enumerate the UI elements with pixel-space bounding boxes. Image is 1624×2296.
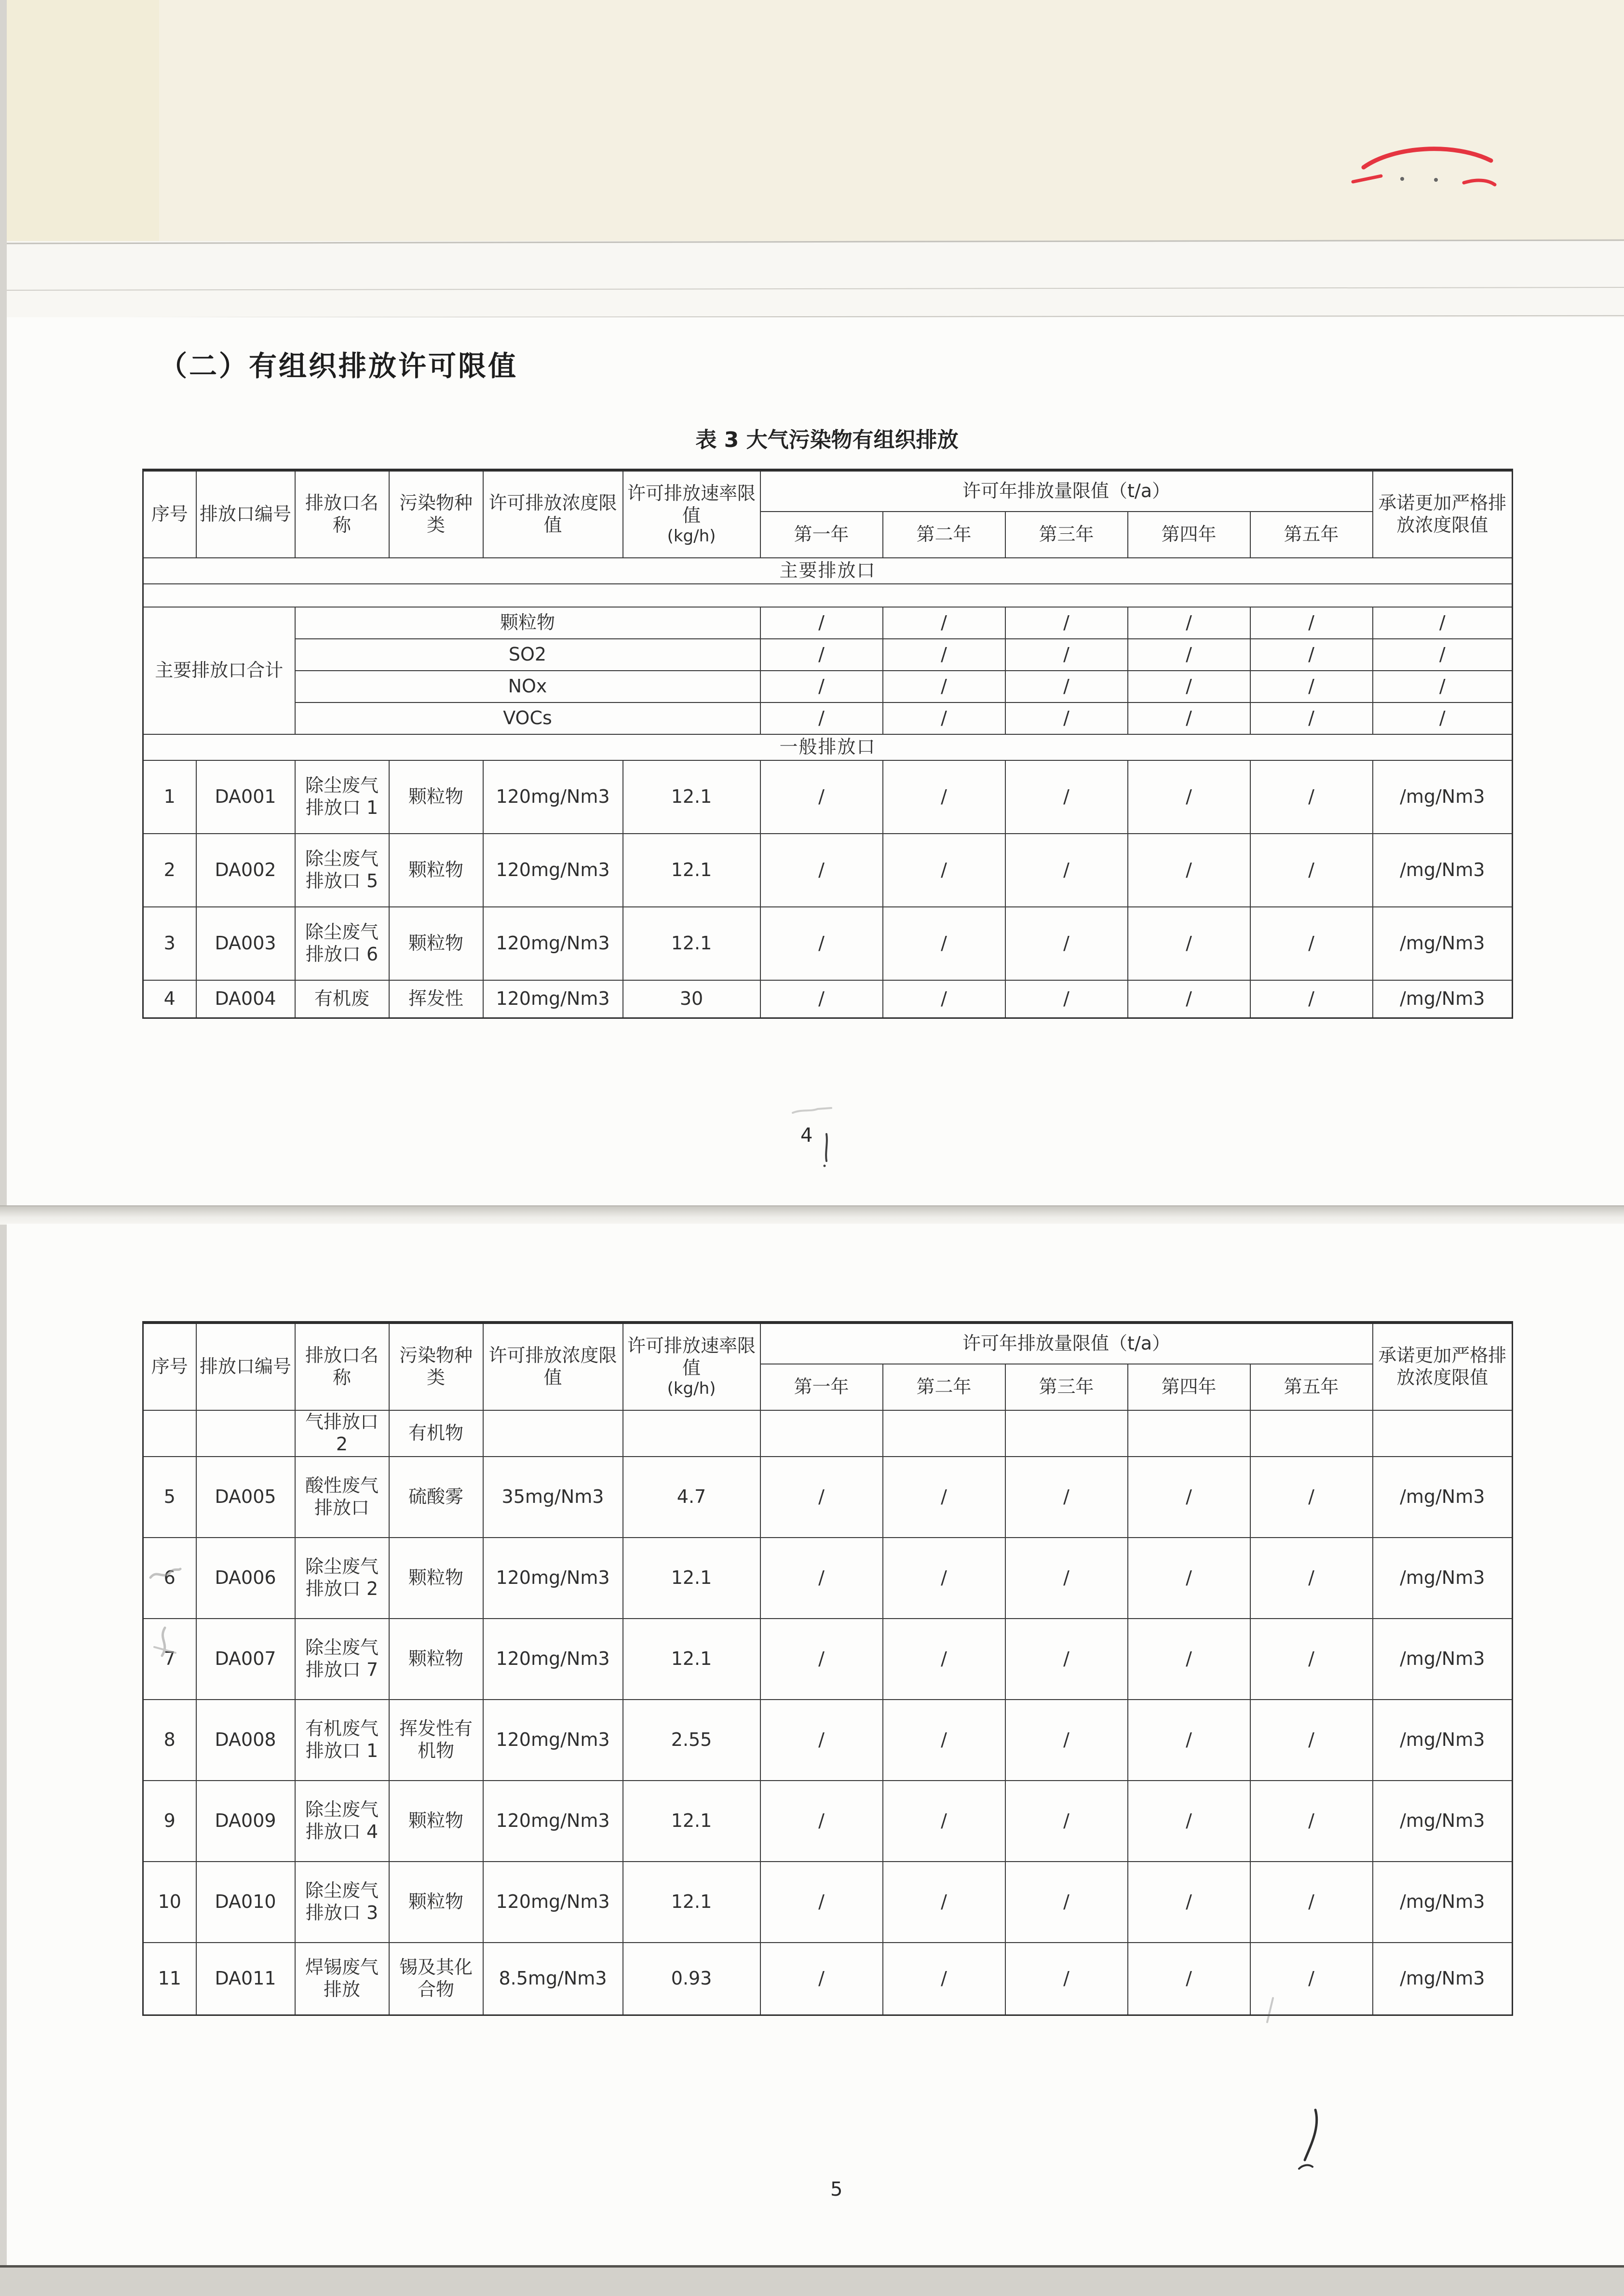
cell-year4: /: [1128, 639, 1250, 671]
header-cell-year3: 第三年: [1005, 512, 1128, 558]
cell-year2: /: [883, 639, 1005, 671]
cell-year1: /: [760, 1457, 883, 1538]
cell-year1: /: [760, 1943, 883, 2015]
cell-conc-limit: 120mg/Nm3: [483, 1781, 623, 1862]
cell-year1: /: [760, 834, 883, 907]
cell-year2: /: [883, 1781, 1005, 1862]
cell-stricter: /mg/Nm3: [1373, 1943, 1513, 2015]
cell-year4: /: [1128, 1862, 1250, 1943]
cell-rate-limit: 30: [623, 980, 760, 1018]
cell-rate-limit: [623, 1410, 760, 1457]
cell-year1: /: [760, 1700, 883, 1781]
summary-pollutant: 颗粒物: [295, 607, 760, 639]
table-row: [143, 980, 1513, 1018]
table-row-continuation: [143, 1410, 1513, 1457]
table-air-emissions-part1: [142, 469, 1513, 1019]
cell-year5: /: [1250, 907, 1373, 980]
cell-outlet-name: 有机废气排放口 1: [295, 1700, 389, 1781]
red-pen-mark-icon: [1350, 137, 1504, 190]
cell-stricter: /mg/Nm3: [1373, 980, 1513, 1018]
cell-seq: [143, 1410, 196, 1457]
cell-outlet-id: DA009: [196, 1781, 295, 1862]
cell-year4: /: [1128, 671, 1250, 702]
cell-seq: 11: [143, 1943, 196, 2015]
summary-row: [143, 702, 1513, 734]
cell-year2: /: [883, 1943, 1005, 2015]
cell-seq: 7: [143, 1619, 196, 1700]
cell-year2: /: [883, 760, 1005, 834]
cell-rate-limit: 12.1: [623, 834, 760, 907]
cell-seq: 6: [143, 1538, 196, 1619]
cell-year3: /: [1005, 1538, 1128, 1619]
cell-year3: /: [1005, 907, 1128, 980]
cell-year4: /: [1128, 1538, 1250, 1619]
cell-seq: 9: [143, 1781, 196, 1862]
cell-year2: /: [883, 834, 1005, 907]
cell-year1: /: [760, 907, 883, 980]
cell-seq: 3: [143, 907, 196, 980]
cell-year2: /: [883, 980, 1005, 1018]
cell-year4: /: [1128, 760, 1250, 834]
cell-conc-limit: 120mg/Nm3: [483, 980, 623, 1018]
cell-conc-limit: 120mg/Nm3: [483, 1538, 623, 1619]
cell-year3: /: [1005, 834, 1128, 907]
table-row: [143, 1700, 1513, 1781]
header-row-1: [143, 1323, 1513, 1364]
cell-year3: /: [1005, 702, 1128, 734]
cell-outlet-name: 除尘废气排放口 1: [295, 760, 389, 834]
cell-outlet-id: DA007: [196, 1619, 295, 1700]
table-row: [143, 1538, 1513, 1619]
cell-pollutant: 颗粒物: [389, 1538, 483, 1619]
cell-outlet-id: DA003: [196, 907, 295, 980]
cell-year2: /: [883, 1700, 1005, 1781]
header-cell-pollutant: 污染物种类: [389, 470, 483, 558]
cell-seq: 4: [143, 980, 196, 1018]
cell-year5: /: [1250, 702, 1373, 734]
cell-seq: 10: [143, 1862, 196, 1943]
stacked-sheets: [0, 241, 1624, 317]
cell-conc-limit: 120mg/Nm3: [483, 760, 623, 834]
cell-year3: /: [1005, 639, 1128, 671]
band-row-general-outlets: [143, 734, 1513, 760]
cell-stricter: /mg/Nm3: [1373, 1457, 1513, 1538]
cell-year3: /: [1005, 1619, 1128, 1700]
cell-year2: /: [883, 907, 1005, 980]
cell-pollutant: 挥发性: [389, 980, 483, 1018]
header-cell-year2: 第二年: [883, 1364, 1005, 1410]
cell-outlet-id: DA011: [196, 1943, 295, 2015]
cell-pollutant: 锡及其化合物: [389, 1943, 483, 2015]
cell-year1: /: [760, 980, 883, 1018]
cell-conc-limit: 120mg/Nm3: [483, 1862, 623, 1943]
table-title: 表 3 大气污染物有组织排放: [695, 428, 959, 452]
summary-label: 主要排放口合计: [143, 607, 295, 734]
cell-year5: /: [1250, 760, 1373, 834]
header-cell-conc-limit: 许可排放浓度限值: [483, 1323, 623, 1410]
header-cell-outlet-name: 排放口名称: [295, 470, 389, 558]
cell-year3: /: [1005, 1862, 1128, 1943]
cell-year4: /: [1128, 907, 1250, 980]
cell-year3: [1005, 1410, 1128, 1457]
header-row-1: [143, 470, 1513, 512]
cell-pollutant: 有机物: [389, 1410, 483, 1457]
cell-outlet-id: DA006: [196, 1538, 295, 1619]
summary-pollutant: VOCs: [295, 702, 760, 734]
header-cell-rate-limit: [623, 470, 760, 558]
scan-bottom-band: [0, 2268, 1624, 2296]
rate-limit-label: 许可排放速率限值: [627, 1335, 756, 1378]
cell-rate-limit: 12.1: [623, 1781, 760, 1862]
cell-stricter: /mg/Nm3: [1373, 1700, 1513, 1781]
section-heading: （二）有组织排放许可限值: [159, 350, 518, 382]
pencil-dash-mark-icon: [791, 1104, 834, 1119]
cell-year2: /: [883, 1457, 1005, 1538]
cell-pollutant: 颗粒物: [389, 1619, 483, 1700]
cell-pollutant: 颗粒物: [389, 760, 483, 834]
cell-year1: /: [760, 760, 883, 834]
table-row: [143, 1619, 1513, 1700]
cell-outlet-name: 焊锡废气排放: [295, 1943, 389, 2015]
cell-year2: /: [883, 671, 1005, 702]
cell-stricter: /: [1373, 702, 1513, 734]
cell-conc-limit: 8.5mg/Nm3: [483, 1943, 623, 2015]
cell-outlet-name: 除尘废气排放口 6: [295, 907, 389, 980]
pen-curl-mark-icon: [1296, 2108, 1325, 2175]
cell-year5: /: [1250, 1862, 1373, 1943]
summary-pollutant: SO2: [295, 639, 760, 671]
cell-year2: /: [883, 1619, 1005, 1700]
table-row: [143, 907, 1513, 980]
header-cell-year1: 第一年: [760, 1364, 883, 1410]
page-number-5: 5: [830, 2178, 843, 2201]
cell-year4: /: [1128, 1943, 1250, 2015]
cell-year1: /: [760, 639, 883, 671]
cell-outlet-name: 除尘废气排放口 3: [295, 1862, 389, 1943]
rate-limit-unit: (kg/h): [667, 1379, 716, 1399]
cell-empty: [143, 584, 1513, 607]
cell-outlet-id: [196, 1410, 295, 1457]
spacer-row: [143, 584, 1513, 607]
cell-year1: /: [760, 1862, 883, 1943]
header-cell-stricter: 承诺更加严格排放浓度限值: [1373, 470, 1513, 558]
cell-outlet-id: DA005: [196, 1457, 295, 1538]
page-number-4: 4: [800, 1124, 813, 1147]
header-cell-annual-limit: 许可年排放量限值（t/a）: [760, 470, 1373, 512]
cell-year4: /: [1128, 702, 1250, 734]
scan-left-edge: [0, 0, 7, 2296]
cell-year5: /: [1250, 639, 1373, 671]
band-general-outlets: 一般排放口: [143, 734, 1513, 760]
pencil-smudge-icon: [149, 1563, 182, 1587]
cell-stricter: /mg/Nm3: [1373, 1619, 1513, 1700]
cell-rate-limit: 12.1: [623, 1862, 760, 1943]
cell-year3: /: [1005, 1457, 1128, 1538]
cell-conc-limit: 120mg/Nm3: [483, 834, 623, 907]
header-cell-year3: 第三年: [1005, 1364, 1128, 1410]
pen-tick-mark-icon: [820, 1133, 834, 1170]
cell-rate-limit: 12.1: [623, 907, 760, 980]
cell-year5: /: [1250, 834, 1373, 907]
cell-year3: /: [1005, 1700, 1128, 1781]
cell-year4: /: [1128, 1619, 1250, 1700]
cell-outlet-id: DA004: [196, 980, 295, 1018]
cell-stricter: /mg/Nm3: [1373, 907, 1513, 980]
cell-year5: /: [1250, 1781, 1373, 1862]
header-cell-rate-limit: [623, 1323, 760, 1410]
table-row: [143, 1862, 1513, 1943]
cell-outlet-name: 除尘废气排放口 4: [295, 1781, 389, 1862]
cell-year5: /: [1250, 607, 1373, 639]
cell-stricter: /mg/Nm3: [1373, 760, 1513, 834]
summary-pollutant: NOx: [295, 671, 760, 702]
cell-year1: [760, 1410, 883, 1457]
cell-rate-limit: 2.55: [623, 1700, 760, 1781]
cell-pollutant: 硫酸雾: [389, 1457, 483, 1538]
page-junction: [0, 1205, 1624, 1225]
cell-outlet-name: 气排放口 2: [295, 1410, 389, 1457]
header-cell-year5: 第五年: [1250, 512, 1373, 558]
rate-limit-label: 许可排放速率限值: [627, 483, 756, 526]
table-row: [143, 1457, 1513, 1538]
cell-outlet-name: 酸性废气排放口: [295, 1457, 389, 1538]
cell-year1: /: [760, 702, 883, 734]
header-cell-seq: 序号: [143, 470, 196, 558]
summary-row: [143, 607, 1513, 639]
cell-pollutant: 颗粒物: [389, 1781, 483, 1862]
cell-year3: /: [1005, 607, 1128, 639]
band-main-outlets: 主要排放口: [143, 558, 1513, 584]
table-air-emissions-part2: [142, 1321, 1513, 2016]
cell-year3: /: [1005, 1781, 1128, 1862]
table-row: [143, 1943, 1513, 2015]
cell-conc-limit: 120mg/Nm3: [483, 1619, 623, 1700]
cell-year4: /: [1128, 980, 1250, 1018]
cell-rate-limit: 12.1: [623, 1619, 760, 1700]
cell-pollutant: 挥发性有机物: [389, 1700, 483, 1781]
header-cell-year4: 第四年: [1128, 512, 1250, 558]
cell-stricter: /mg/Nm3: [1373, 1781, 1513, 1862]
cell-year4: /: [1128, 1781, 1250, 1862]
summary-row: [143, 639, 1513, 671]
cell-outlet-name: 除尘废气排放口 7: [295, 1619, 389, 1700]
cell-year4: /: [1128, 1700, 1250, 1781]
cell-rate-limit: 0.93: [623, 1943, 760, 2015]
cell-outlet-id: DA001: [196, 760, 295, 834]
cell-stricter: /mg/Nm3: [1373, 1538, 1513, 1619]
header-cell-stricter: 承诺更加严格排放浓度限值: [1373, 1323, 1513, 1410]
cell-year5: [1250, 1410, 1373, 1457]
header-cell-conc-limit: 许可排放浓度限值: [483, 470, 623, 558]
cell-year2: /: [883, 1538, 1005, 1619]
cell-rate-limit: 12.1: [623, 760, 760, 834]
cell-year4: [1128, 1410, 1250, 1457]
cell-year5: /: [1250, 1943, 1373, 2015]
cell-year5: /: [1250, 1619, 1373, 1700]
cell-rate-limit: 12.1: [623, 1538, 760, 1619]
cell-year2: /: [883, 1862, 1005, 1943]
cell-conc-limit: [483, 1410, 623, 1457]
cell-pollutant: 颗粒物: [389, 834, 483, 907]
cell-year3: /: [1005, 1943, 1128, 2015]
cell-year4: /: [1128, 607, 1250, 639]
header-cell-annual-limit: 许可年排放量限值（t/a）: [760, 1323, 1373, 1364]
cell-outlet-id: DA010: [196, 1862, 295, 1943]
cell-seq: 8: [143, 1700, 196, 1781]
cell-year1: /: [760, 1538, 883, 1619]
cell-year4: /: [1128, 1457, 1250, 1538]
table-row: [143, 760, 1513, 834]
cell-year5: /: [1250, 1538, 1373, 1619]
rate-limit-unit: (kg/h): [667, 527, 716, 546]
pencil-smudge-icon: [150, 1626, 189, 1664]
header-cell-outlet-id: 排放口编号: [196, 1323, 295, 1410]
scanner-backdrop: [0, 0, 1624, 245]
cell-year5: /: [1250, 1700, 1373, 1781]
header-cell-outlet-name: 排放口名称: [295, 1323, 389, 1410]
cell-year2: /: [883, 702, 1005, 734]
cell-year5: /: [1250, 671, 1373, 702]
cell-pollutant: 颗粒物: [389, 1862, 483, 1943]
cell-year1: /: [760, 607, 883, 639]
table-row: [143, 1781, 1513, 1862]
cell-stricter: /mg/Nm3: [1373, 834, 1513, 907]
cell-year5: /: [1250, 1457, 1373, 1538]
scanner-backdrop-corner: [0, 0, 159, 245]
cell-year1: /: [760, 671, 883, 702]
cell-stricter: /mg/Nm3: [1373, 1862, 1513, 1943]
cell-conc-limit: 120mg/Nm3: [483, 907, 623, 980]
header-cell-year4: 第四年: [1128, 1364, 1250, 1410]
cell-seq: 1: [143, 760, 196, 834]
cell-rate-limit: 4.7: [623, 1457, 760, 1538]
cell-year3: /: [1005, 671, 1128, 702]
cell-stricter: [1373, 1410, 1513, 1457]
cell-conc-limit: 120mg/Nm3: [483, 1700, 623, 1781]
cell-stricter: /: [1373, 639, 1513, 671]
table-row: [143, 834, 1513, 907]
cell-stricter: /: [1373, 607, 1513, 639]
cell-year2: [883, 1410, 1005, 1457]
cell-outlet-name: 有机废: [295, 980, 389, 1018]
cell-year3: /: [1005, 980, 1128, 1018]
cell-year5: /: [1250, 980, 1373, 1018]
cell-outlet-name: 除尘废气排放口 2: [295, 1538, 389, 1619]
cell-year1: /: [760, 1781, 883, 1862]
summary-row: [143, 671, 1513, 702]
cell-stricter: /: [1373, 671, 1513, 702]
header-cell-year1: 第一年: [760, 512, 883, 558]
cell-year3: /: [1005, 760, 1128, 834]
faint-pen-tick-icon: [1263, 1996, 1278, 2025]
cell-outlet-id: DA008: [196, 1700, 295, 1781]
band-row-main-outlets: [143, 558, 1513, 584]
header-cell-year2: 第二年: [883, 512, 1005, 558]
cell-seq: 5: [143, 1457, 196, 1538]
cell-year1: /: [760, 1619, 883, 1700]
header-cell-year5: 第五年: [1250, 1364, 1373, 1410]
cell-year2: /: [883, 607, 1005, 639]
header-cell-outlet-id: 排放口编号: [196, 470, 295, 558]
cell-year4: /: [1128, 834, 1250, 907]
cell-outlet-id: DA002: [196, 834, 295, 907]
cell-conc-limit: 35mg/Nm3: [483, 1457, 623, 1538]
cell-outlet-name: 除尘废气排放口 5: [295, 834, 389, 907]
header-cell-pollutant: 污染物种类: [389, 1323, 483, 1410]
cell-seq: 2: [143, 834, 196, 907]
cell-pollutant: 颗粒物: [389, 907, 483, 980]
header-cell-seq: 序号: [143, 1323, 196, 1410]
